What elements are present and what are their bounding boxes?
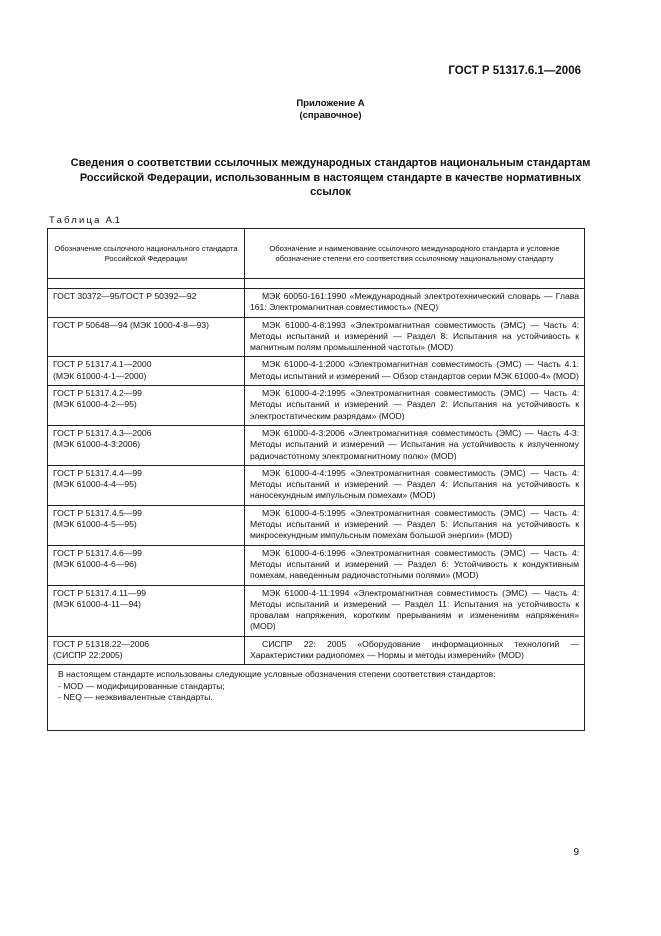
table-row xyxy=(48,357,585,386)
international-standard-cell xyxy=(245,425,585,465)
table-row xyxy=(48,317,585,357)
national-standard-cell: ГОСТ Р 51317.4.3—2006 (МЭК 61000-4-3:2006) xyxy=(48,425,245,465)
column-header-national: Обозначение ссылочного национального стандарта Российской Федерации xyxy=(48,229,245,279)
national-standard-cell: ГОСТ Р 50648—94 (МЭК 1000-4-8—93) xyxy=(48,317,245,357)
national-standard-cell: ГОСТ Р 51318.22—2006 (СИСПР 22:2005) xyxy=(48,636,245,665)
table-caption-number: А.1 xyxy=(105,215,120,226)
table-row xyxy=(48,289,585,318)
international-standard-text: МЭК 61000-4-11:1994 «Электромагнитная совместимость (ЭМС) — Часть 4: Методы испытаний и измерений — Раздел 11: Испытания на устойчивость к провалам напряжения, коротким прерываниям и изменениям напряжения» (MOD) xyxy=(250,587,579,632)
column-header-international: Обозначение и наименование ссылочного международного стандарта и условное обозначение степени его соответствия ссылочному национальному стандарту xyxy=(245,229,585,279)
national-standard-cell: ГОСТ 30372—95/ГОСТ Р 50392—92 xyxy=(48,289,245,318)
table-row xyxy=(48,425,585,465)
international-standard-cell xyxy=(245,585,585,636)
international-standard-cell xyxy=(245,357,585,386)
national-standard-cell: ГОСТ Р 51317.4.2—99 (МЭК 61000-4-2—95) xyxy=(48,386,245,426)
international-standard-text: МЭК 61000-4-2:1995 «Электромагнитная совместимость (ЭМС) — Часть 4: Методы испытаний и измерений — Раздел 2: Испытания на устойчивость к электростатическим разрядам» (MOD) xyxy=(250,388,579,421)
table-row xyxy=(48,636,585,665)
international-standard-cell xyxy=(245,289,585,318)
footnote-item-neq: - NEQ — неэквивалентные стандарты. xyxy=(58,692,213,703)
national-standard-cell: ГОСТ Р 51317.4.5—99 (МЭК 61000-4-5—95) xyxy=(48,505,245,545)
international-standard-text: СИСПР 22: 2005 «Оборудование информационных технологий — Характеристики радиопомех — Нормы и методы измерений» (MOD) xyxy=(250,638,579,661)
international-standard-cell xyxy=(245,545,585,585)
international-standard-text: МЭК 61000-4-6:1996 «Электромагнитная совместимость (ЭМС) — Часть 4: Методы испытаний и измерений — Раздел 6: Устойчивость к кондуктивным помехам, наведенным радиочастотными полями» (MOD) xyxy=(250,547,579,581)
standards-table xyxy=(47,228,585,731)
international-standard-cell xyxy=(245,465,585,505)
footnote-intro: В настоящем стандарте использованы следующие условные обозначения степени соответствия стандартов: xyxy=(58,669,496,680)
international-standard-text: МЭК 61000-4-1:2000 «Электромагнитная совместимость (ЭМС) — Часть 4.1: Методы испытаний и измерений — Обзор стандартов серии МЭК 61000-4» (MOD) xyxy=(250,359,579,381)
international-standard-cell xyxy=(245,636,585,665)
international-standard-text: МЭК 61000-4-8:1993 «Электромагнитная совместимость (ЭМС) — Часть 4: Методы испытаний и измерений — Раздел 8: Испытания на устойчивость к магнитным полям промышленной частоты» (MOD) xyxy=(250,319,579,353)
international-standard-text: МЭК 60050-161:1990 «Международный электротехнический словарь — Глава 161: Электромагнитная совместимость» (NEQ) xyxy=(250,291,579,313)
table-row xyxy=(48,465,585,505)
section-title: Сведения о соответствии ссылочных международных стандартов национальным стандартам Российской Федерации, использованным в настоящем стандарте в качестве нормативных ссылок xyxy=(70,157,591,198)
international-standard-cell xyxy=(245,386,585,426)
international-standard-text: МЭК 61000-4-3:2006 «Электромагнитная совместимость (ЭМС) — Часть 4-3: Методы испытаний и измерений — Испытания на устойчивость к излученному радиочастотному электромагнитному полю» (MOD) xyxy=(250,427,579,461)
page-number: 9 xyxy=(573,847,579,858)
annex-heading xyxy=(0,98,661,122)
national-standard-cell: ГОСТ Р 51317.4.1—2000 (МЭК 61000-4-1—2000) xyxy=(48,357,245,386)
table-header-row xyxy=(48,229,585,279)
annex-subtitle: (справочное) xyxy=(299,110,362,121)
table-caption-label: Таблица xyxy=(49,215,102,226)
international-standard-text: МЭК 61000-4-4:1995 «Электромагнитная совместимость (ЭМС) — Часть 4: Методы испытаний и измерений — Раздел 4: Испытания на устойчивость к наносекундным импульсным помехам» (MOD) xyxy=(250,467,579,501)
national-standard-cell: ГОСТ Р 51317.4.6—99 (МЭК 61000-4-6—96) xyxy=(48,545,245,585)
table-row xyxy=(48,505,585,545)
table-caption xyxy=(49,215,120,226)
international-standard-text: МЭК 61000-4-5:1995 «Электромагнитная совместимость (ЭМС) — Часть 4: Методы испытаний и измерений — Раздел 5: Испытания на устойчивость к микросекундным импульсным помехам большой энергии» (MOD) xyxy=(250,507,579,541)
national-standard-cell: ГОСТ Р 51317.4.4—99 (МЭК 61000-4-4—95) xyxy=(48,465,245,505)
international-standard-cell xyxy=(245,505,585,545)
table-footnote-row xyxy=(48,665,585,731)
international-standard-cell xyxy=(245,317,585,357)
table-spacer-row xyxy=(48,279,585,289)
footnote-item-mod: - MOD — модифицированные стандарты; xyxy=(58,680,225,691)
table-footnote xyxy=(48,665,585,731)
table-row xyxy=(48,386,585,426)
annex-title: Приложение А xyxy=(296,98,365,109)
table-row xyxy=(48,585,585,636)
national-standard-cell: ГОСТ Р 51317.4.11—99 (МЭК 61000-4-11—94) xyxy=(48,585,245,636)
table-row xyxy=(48,545,585,585)
document-id: ГОСТ Р 51317.6.1—2006 xyxy=(448,65,581,77)
